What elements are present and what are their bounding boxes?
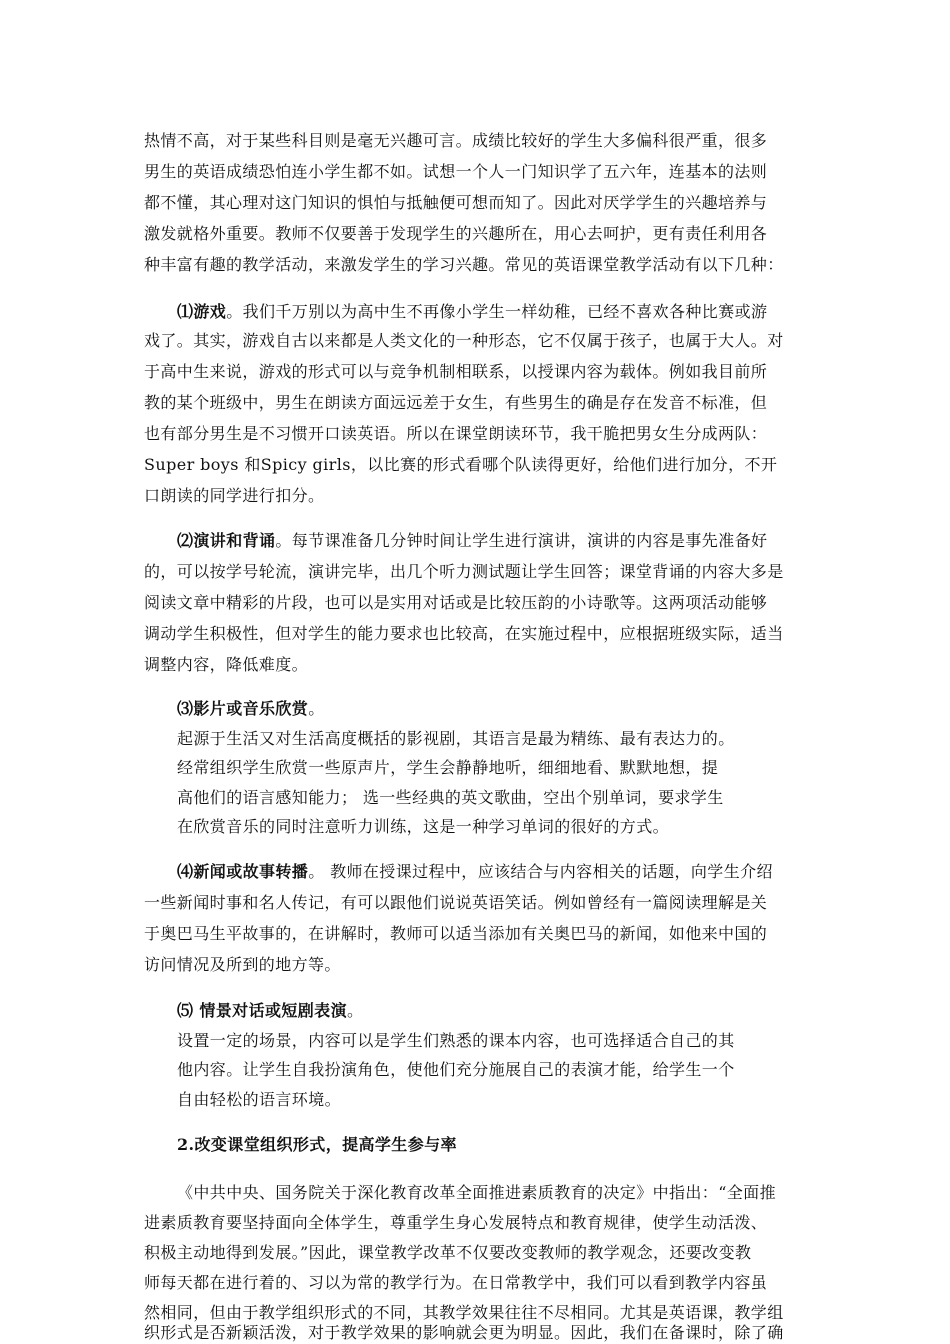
item3-heading-line — [177, 699, 325, 719]
item4-first-rest: 。 教师在授课过程中，应该结合与内容相关的话题，向学生介绍 — [308, 862, 773, 881]
section2-heading: 2.改变课堂组织形式，提高学生参与率 — [177, 1135, 457, 1154]
item1-line: 口朗读的同学进行扣分。 — [144, 486, 325, 505]
item3-heading-end: 。 — [308, 699, 325, 718]
closing-line: 然相同，但由于教学组织形式的不同，其教学效果往往不尽相同。尤其是英语课，教学组 — [144, 1303, 784, 1322]
item5-heading: ⑸ 情景对话或短剧表演 — [177, 1001, 347, 1020]
item3-line: 在欣赏音乐的同时注意听力训练，这是一种学习单词的很好的方式。 — [177, 817, 670, 836]
item5-line: 他内容。让学生自我扮演角色，使他们充分施展自己的表演才能，给学生一个 — [177, 1060, 735, 1079]
item1-first-line — [177, 302, 767, 322]
item5-line: 设置一定的场景，内容可以是学生们熟悉的课本内容，也可选择适合自己的其 — [177, 1031, 735, 1050]
item2-line: 阅读文章中精彩的片段，也可以是实用对话或是比较压韵的小诗歌等。这两项活动能够 — [144, 593, 768, 612]
item5-line: 自由轻松的语言环境。 — [177, 1090, 342, 1109]
intro-line: 激发就格外重要。教师不仅要善于发现学生的兴趣所在，用心去呵护，更有责任利用各 — [144, 224, 768, 243]
item2-heading: ⑵演讲和背诵 — [177, 531, 276, 550]
closing-line: 织形式是否新颖活泼，对于教学效果的影响就会更为明显。因此，我们在备课时，除了确 — [144, 1323, 784, 1342]
item1-heading: ⑴游戏 — [177, 302, 227, 321]
closing-line: 积极主动地得到发展。”因此，课堂教学改革不仅要改变教师的教学观念，还要改变教 — [144, 1243, 752, 1262]
item1-line: 教的某个班级中，男生在朗读方面远远差于女生，有些男生的确是存在发音不标准，但 — [144, 393, 768, 412]
item4-line: 一些新闻时事和名人传记，有可以跟他们说说英语笑话。例如曾经有一篇阅读理解是关 — [144, 893, 768, 912]
item2-first-line — [177, 531, 767, 551]
closing-line: 《中共中央、国务院关于深化教育改革全面推进素质教育的决定》中指出：“全面推 — [177, 1183, 776, 1202]
intro-line: 热情不高，对于某些科目则是毫无兴趣可言。成绩比较好的学生大多偏科很严重，很多 — [144, 131, 768, 150]
item3-line: 经常组织学生欣赏一些原声片，学生会静静地听，细细地看、默默地想，提 — [177, 758, 719, 777]
item4-heading: ⑷新闻或故事转播 — [177, 862, 309, 881]
item5-heading-end: 。 — [346, 1001, 364, 1020]
item2-line: 的，可以按学号轮流，演讲完毕，出几个听力测试题让学生回答；课堂背诵的内容大多是 — [144, 562, 784, 581]
item2-first-rest: 。每节课准备几分钟时间让学生进行演讲，演讲的内容是事先准备好 — [275, 531, 768, 550]
item5-heading-line — [177, 1001, 363, 1021]
item1-first-rest: 。我们千万别以为高中生不再像小学生一样幼稚，已经不喜欢各种比赛或游 — [226, 302, 768, 321]
closing-line: 进素质教育要坚持面向全体学生，尊重学生身心发展特点和教育规律，使学生动活泼、 — [144, 1213, 768, 1232]
item1-line: 也有部分男生是不习惯开口读英语。所以在课堂朗读环节，我干脆把男女生分成两队： — [144, 424, 768, 443]
item1-line: 于高中生来说，游戏的形式可以与竞争机制相联系，以授课内容为载体。例如我目前所 — [144, 362, 768, 381]
item3-heading: ⑶影片或音乐欣赏 — [177, 699, 309, 718]
closing-line: 师每天都在进行着的、习以为常的教学行为。在日常教学中，我们可以看到教学内容虽 — [144, 1273, 768, 1292]
item2-line: 调动学生积极性，但对学生的能力要求也比较高，在实施过程中，应根据班级实际，适当 — [144, 624, 784, 643]
item2-line: 调整内容，降低难度。 — [144, 655, 309, 674]
intro-line: 种丰富有趣的教学活动，来激发学生的学习兴趣。常见的英语课堂教学活动有以下几种： — [144, 255, 784, 274]
item1-line: 戏了。其实，游戏自古以来都是人类文化的一种形态，它不仅属于孩子，也属于大人。对 — [144, 331, 784, 350]
item4-line: 于奥巴马生平故事的，在讲解时，教师可以适当添加有关奥巴马的新闻，如他来中国的 — [144, 924, 768, 943]
item4-first-line — [177, 862, 773, 882]
item4-line: 访问情况及所到的地方等。 — [144, 955, 341, 974]
intro-line: 都不懂，其心理对这门知识的惧怕与抵触便可想而知了。因此对厌学学生的兴趣培养与 — [144, 193, 768, 212]
intro-line: 男生的英语成绩恐怕连小学生都不如。试想一个人一门知识学了五六年，连基本的法则 — [144, 162, 768, 181]
item1-line: Super boys 和Spicy girls，以比赛的形式看哪个队读得更好，给他们进行加分，不开 — [144, 455, 778, 474]
item3-line: 起源于生活又对生活高度概括的影视剧，其语言是最为精练、最有表达力的。 — [177, 729, 735, 748]
item3-line: 高他们的语言感知能力； 选一些经典的英文歌曲，空出个别单词，要求学生 — [177, 788, 724, 807]
